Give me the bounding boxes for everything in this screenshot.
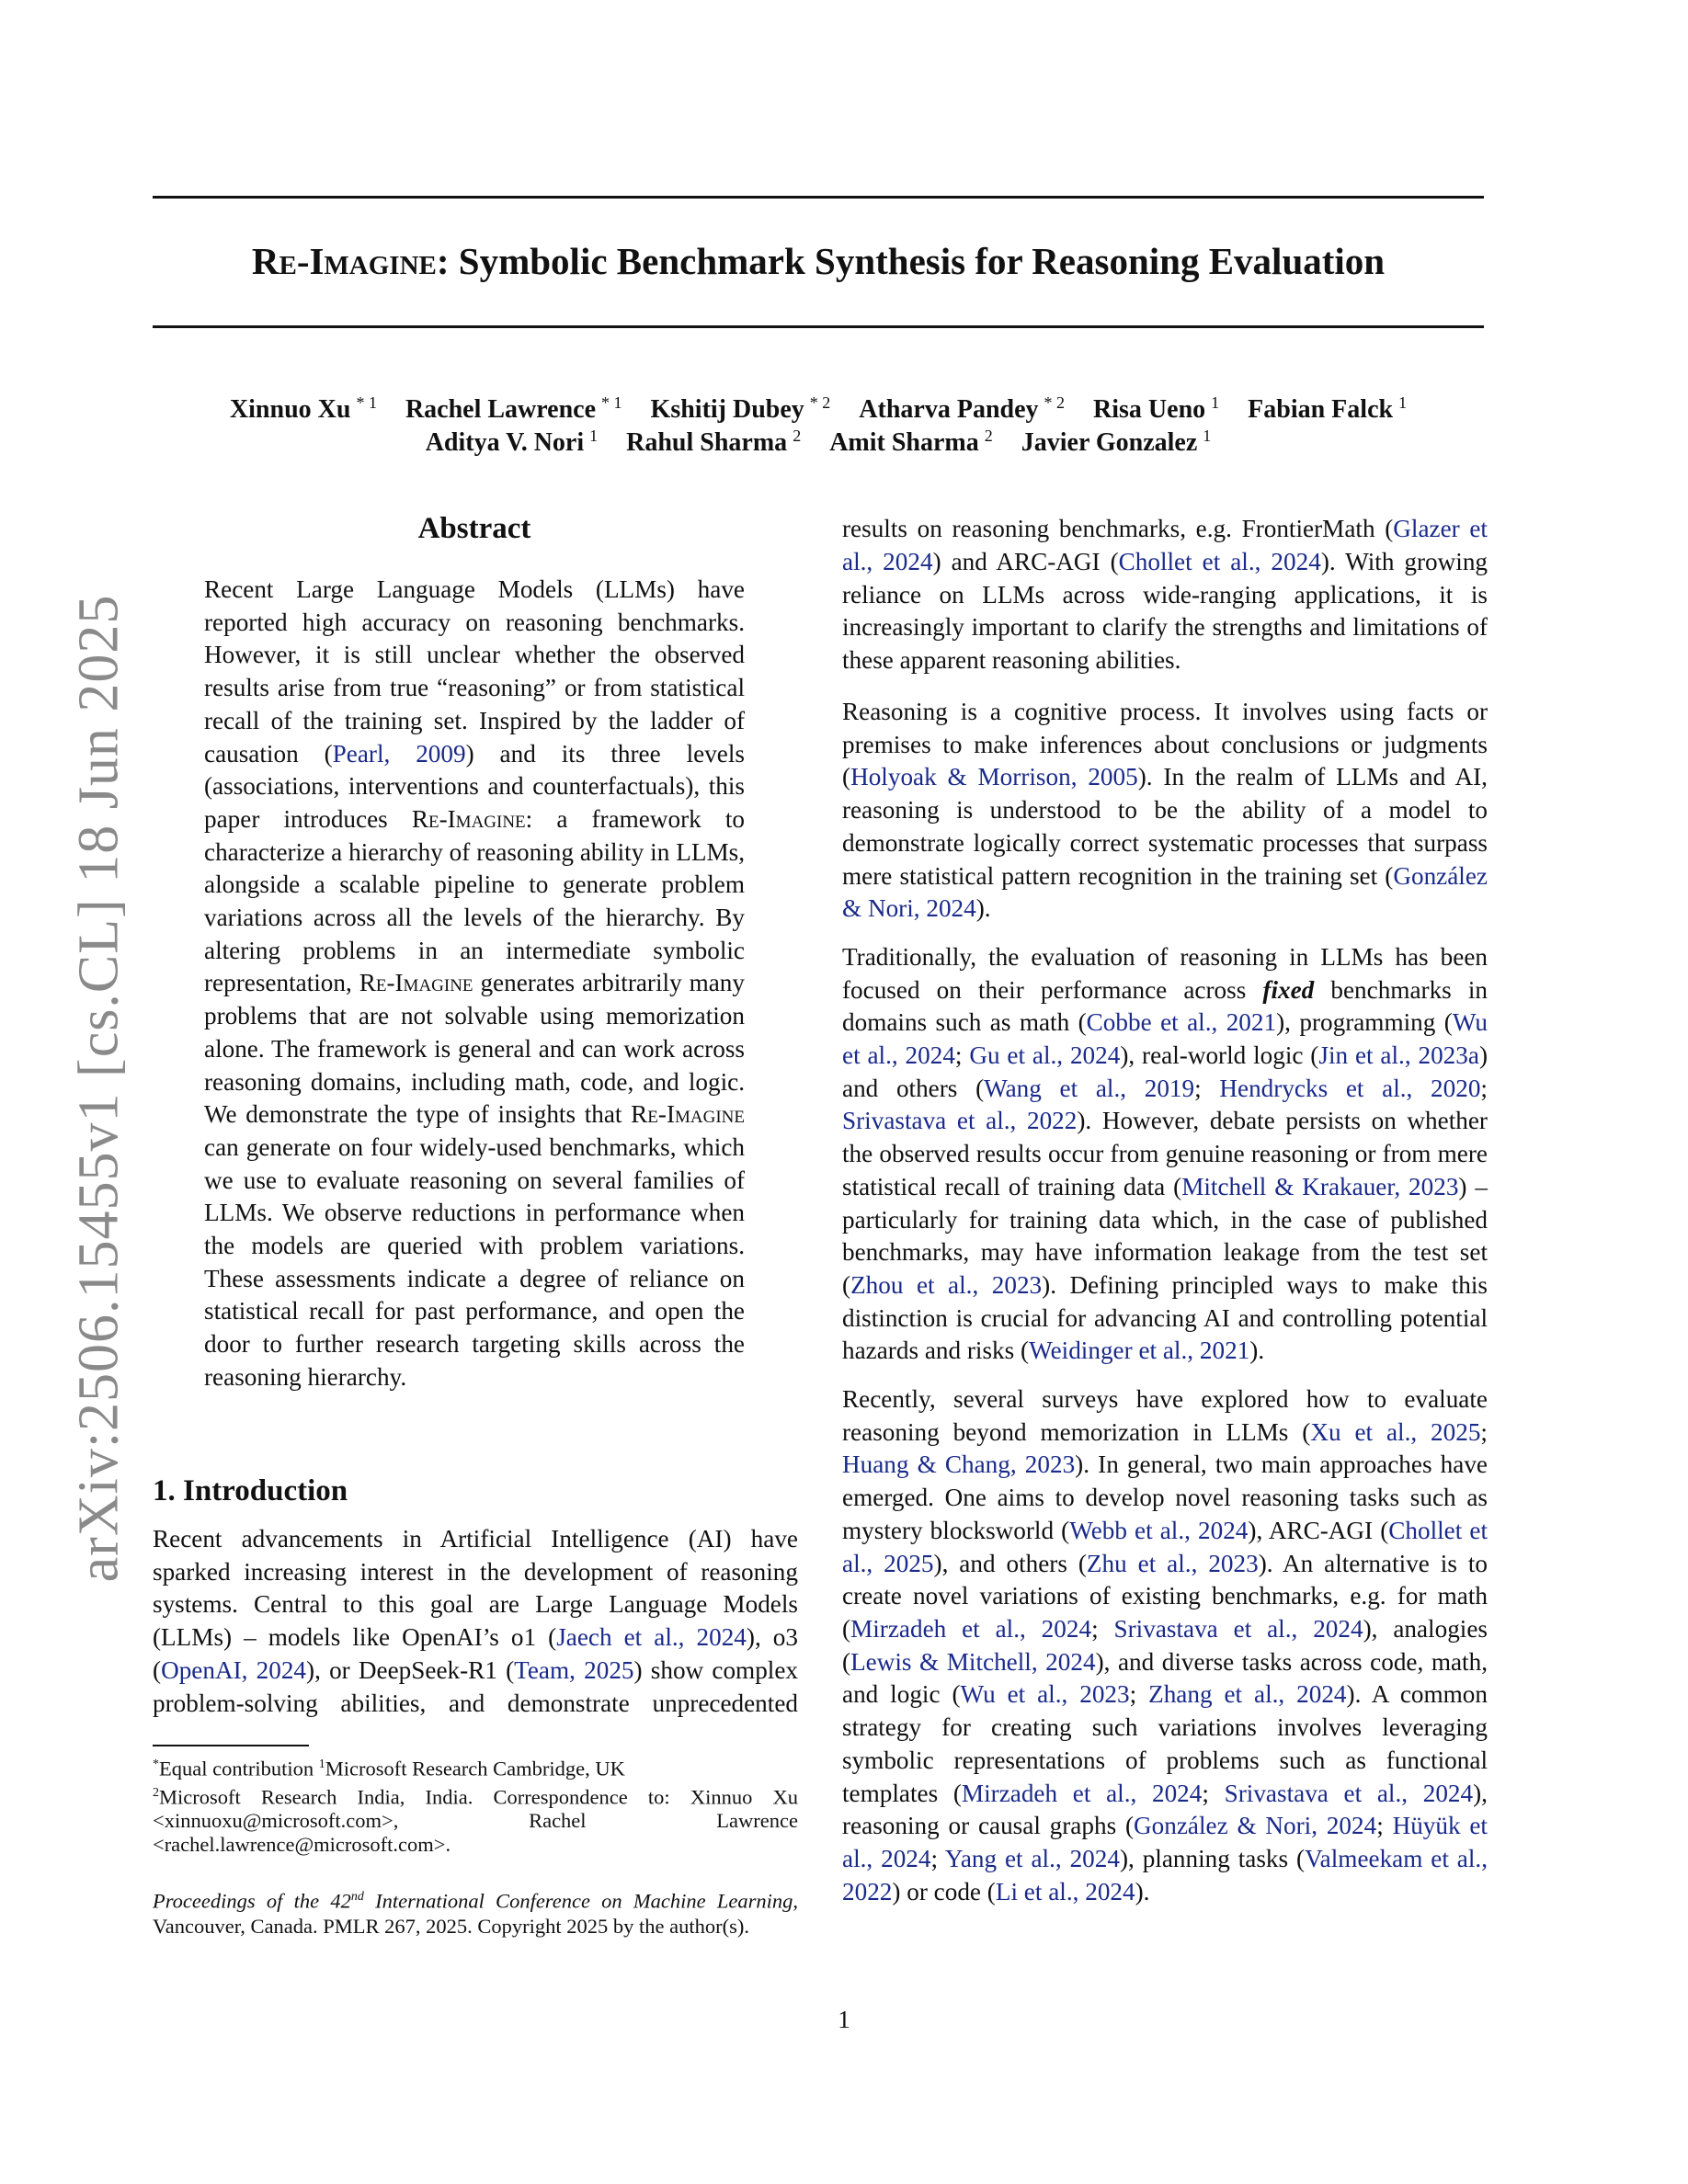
- citation-link[interactable]: Mirzadeh et al., 2024: [961, 1779, 1203, 1807]
- author: Fabian Falck $^1$: [1248, 393, 1408, 425]
- citation-link[interactable]: Chollet et al., 2025: [842, 1516, 1488, 1577]
- citation-link[interactable]: Chollet et al., 2024: [1118, 547, 1321, 575]
- citation-link[interactable]: Wu et al., 2023: [960, 1680, 1130, 1709]
- intro-right-column: [842, 515, 1488, 1908]
- citation-link[interactable]: Weidinger et al., 2021: [1029, 1337, 1250, 1365]
- citation-link[interactable]: Li et al., 2024: [995, 1877, 1135, 1905]
- intro-paragraph-1: Recent advancements in Artificial Intelligence (AI) have sparked increasing interest in the development of reasoning systems. Central to this goal are Large Language Models (LLMs) – models like OpenAI’s o1 (Jaech et al., 2024), o3 (OpenAI, 2024), or DeepSeek-R1 (Team, 2025) show complex problem-solving abilities, and demonstrate unprecedented: [153, 1525, 798, 1717]
- citation-link[interactable]: Webb et al., 2024: [1069, 1516, 1249, 1544]
- footnote-rule: [153, 1745, 309, 1746]
- citation-link[interactable]: González & Nori, 2024: [1134, 1812, 1377, 1840]
- author: Javier Gonzalez $^1$: [1021, 427, 1212, 458]
- author-line-2: [153, 419, 1484, 460]
- citation-link[interactable]: Zhou et al., 2023: [850, 1270, 1043, 1299]
- citation-link[interactable]: Zhu et al., 2023: [1086, 1549, 1259, 1577]
- intro-paragraph-1-continued: [842, 515, 1488, 680]
- citation-link[interactable]: Xu et al., 2025: [1310, 1417, 1481, 1446]
- section-heading-introduction: 1. Introduction: [153, 1474, 348, 1507]
- citation-link[interactable]: Jaech et al., 2024: [556, 1623, 747, 1652]
- abstract-heading: Abstract: [417, 512, 531, 545]
- title-rule-top: [153, 196, 1484, 199]
- citation-link[interactable]: Lewis & Mitchell, 2024: [850, 1647, 1096, 1676]
- citation-link[interactable]: Team, 2025: [514, 1655, 634, 1684]
- citation-link[interactable]: Glazer et al., 2024: [842, 515, 1488, 575]
- title-name: Re-Imagine: [251, 240, 437, 282]
- citation-link[interactable]: Wang et al., 2019: [984, 1074, 1195, 1102]
- abstract-body: [204, 574, 745, 1394]
- citation-link[interactable]: Holyoak & Morrison, 2005: [850, 763, 1138, 791]
- citation-link[interactable]: Srivastava et al., 2024: [1113, 1614, 1363, 1643]
- citation-link[interactable]: Mirzadeh et al., 2024: [850, 1614, 1092, 1643]
- intro-paragraph-1-copy: results on reasoning benchmarks, e.g. FrontierMath (Glazer et al., 2024) and ARC-AGI (Chollet et al., 2024). With growing reliance on LLMs across wide-ranging applications, it is increasingly important to clarify the strengths and limitations of these apparent reasoning abilities.: [842, 515, 1488, 675]
- abstract-text: Recent Large Language Models (LLMs) have reported high accuracy on reasoning benchmarks. However, it is still unclear whether the observed results arise from true “reasoning” or from statistical recall of the training set. Inspired by the ladder of causation (Pearl, 2009) and its three levels (associations, interventions and counterfactuals), this paper introduces Re-Imagine: a framework to characterize a hierarchy of reasoning ability in LLMs, alongside a scalable pipeline to generate problem variations across all the levels of the hierarchy. By altering problems in an intermediate symbolic representation, Re-Imagine generates arbitrarily many problems that are not solvable using memorization alone. The framework is general and can work across reasoning domains, including math, code, and logic. We demonstrate the type of insights that Re-Imagine can generate on four widely-used benchmarks, which we use to evaluate reasoning on several families of LLMs. We observe reductions in performance when the models are queried with problem variations. These assessments indicate a degree of reliance on statistical recall for past performance, and open the door to further research targeting skills across the reasoning hierarchy.: [204, 575, 745, 1391]
- author: Xinnuo Xu $^{* 1}$: [229, 393, 377, 425]
- citation-link[interactable]: Huang & Chang, 2023: [842, 1450, 1076, 1479]
- intro-paragraph-2: Reasoning is a cognitive process. It involves using facts or premises to make inferences about conclusions or judgments (Holyoak & Morrison, 2005). In the realm of LLMs and AI, reasoning is understood to be the ability of a model to demonstrate logically correct systematic processes that surpass mere statistical pattern recognition in the training set (González & Nori, 2024).: [842, 698, 1488, 923]
- intro-paragraph-4: Recently, several surveys have explored how to evaluate reasoning beyond memorization in LLMs (Xu et al., 2025; Huang & Chang, 2023). In general, two main approaches have emerged. One aims to develop novel reasoning tasks such as mystery blocksworld (Webb et al., 2024), ARC-AGI (Chollet et al., 2025), and others (Zhu et al., 2023). An alternative is to create novel variations of existing benchmarks, e.g. for math (Mirzadeh et al., 2024; Srivastava et al., 2024), analogies (Lewis & Mitchell, 2024), and diverse tasks across code, math, and logic (Wu et al., 2023; Zhang et al., 2024). A common strategy for creating such variations involves leveraging symbolic representations of problems such as functional templates (Mirzadeh et al., 2024; Srivastava et al., 2024), reasoning or causal graphs (González & Nori, 2024; Hüyük et al., 2024; Yang et al., 2024), planning tasks (Valmeekam et al., 2022) or code (Li et al., 2024).: [842, 1385, 1488, 1905]
- intro-paragraph-3: Traditionally, the evaluation of reasoning in LLMs has been focused on their performance across fixed benchmarks in domains such as math (Cobbe et al., 2021), programming (Wu et al., 2024; Gu et al., 2024), real-world logic (Jin et al., 2023a) and others (Wang et al., 2019; Hendrycks et al., 2020; Srivastava et al., 2022). However, debate persists on whether the observed results occur from genuine reasoning or from mere statistical recall of training data (Mitchell & Krakauer, 2023) – particularly for training data which, in the case of published benchmarks, may have information leakage from the test set (Zhou et al., 2023). Defining principled ways to make this distinction is crucial for advancing AI and controlling potential hazards and risks (Weidinger et al., 2021).: [842, 942, 1488, 1365]
- proceedings-note: Proceedings of the 42nd International Conference on Machine Learning, Vancouver, Canada. PMLR 267, 2025. Copyright 2025 by the author(s).: [153, 1889, 799, 1938]
- author: Rahul Sharma $^2$: [626, 427, 802, 458]
- intro-left-column: [153, 1523, 798, 1722]
- citation-link[interactable]: Mitchell & Krakauer, 2023: [1181, 1172, 1459, 1200]
- citation-link[interactable]: Jin et al., 2023a: [1318, 1041, 1479, 1070]
- title-rule-bottom: [153, 325, 1484, 328]
- citation-link[interactable]: Hendrycks et al., 2020: [1219, 1074, 1481, 1102]
- footnote: *Equal contribution $^1$Microsoft Research Cambridge, UK $^2$Microsoft Research India, India. Correspondence to: Xinnuo Xu <xinnuoxu@microsoft.com>, Rachel Lawrence <rachel.lawrence@microsoft.com>.: [153, 1757, 798, 1856]
- citation-link[interactable]: Wu et al., 2024: [842, 1008, 1488, 1070]
- author: Rachel Lawrence $^{* 1}$: [405, 393, 622, 425]
- arxiv-stamp: arXiv:2506.15455v1 [cs.CL] 18 Jun 2025: [67, 594, 131, 1583]
- page-number: 1: [838, 2006, 850, 2033]
- citation-link[interactable]: OpenAI, 2024: [161, 1655, 307, 1684]
- citation-link[interactable]: Srivastava et al., 2024: [1224, 1779, 1474, 1807]
- citation-link[interactable]: Valmeekam et al., 2022: [842, 1844, 1488, 1905]
- citation-link[interactable]: Gu et al., 2024: [969, 1041, 1121, 1070]
- citation-link[interactable]: Yang et al., 2024: [944, 1844, 1120, 1872]
- author: Atharva Pandey $^{* 2}$: [859, 393, 1066, 425]
- citation-link[interactable]: Pearl, 2009: [332, 739, 466, 768]
- citation-link[interactable]: Zhang et al., 2024: [1148, 1680, 1347, 1709]
- author: Risa Ueno $^1$: [1093, 393, 1220, 425]
- paper-title: [153, 234, 1484, 288]
- author: Aditya V. Nori $^1$: [425, 427, 599, 458]
- citation-link[interactable]: Srivastava et al., 2022: [842, 1107, 1078, 1135]
- author: Amit Sharma $^2$: [829, 427, 993, 458]
- citation-link[interactable]: Hüyük et al., 2024: [842, 1812, 1488, 1872]
- citation-link[interactable]: González & Nori, 2024: [842, 861, 1488, 923]
- author: Kshitij Dubey $^{* 2}$: [650, 393, 831, 425]
- citation-link[interactable]: Cobbe et al., 2021: [1086, 1008, 1277, 1037]
- title-rest: : Symbolic Benchmark Synthesis for Reasoning Evaluation: [436, 240, 1386, 282]
